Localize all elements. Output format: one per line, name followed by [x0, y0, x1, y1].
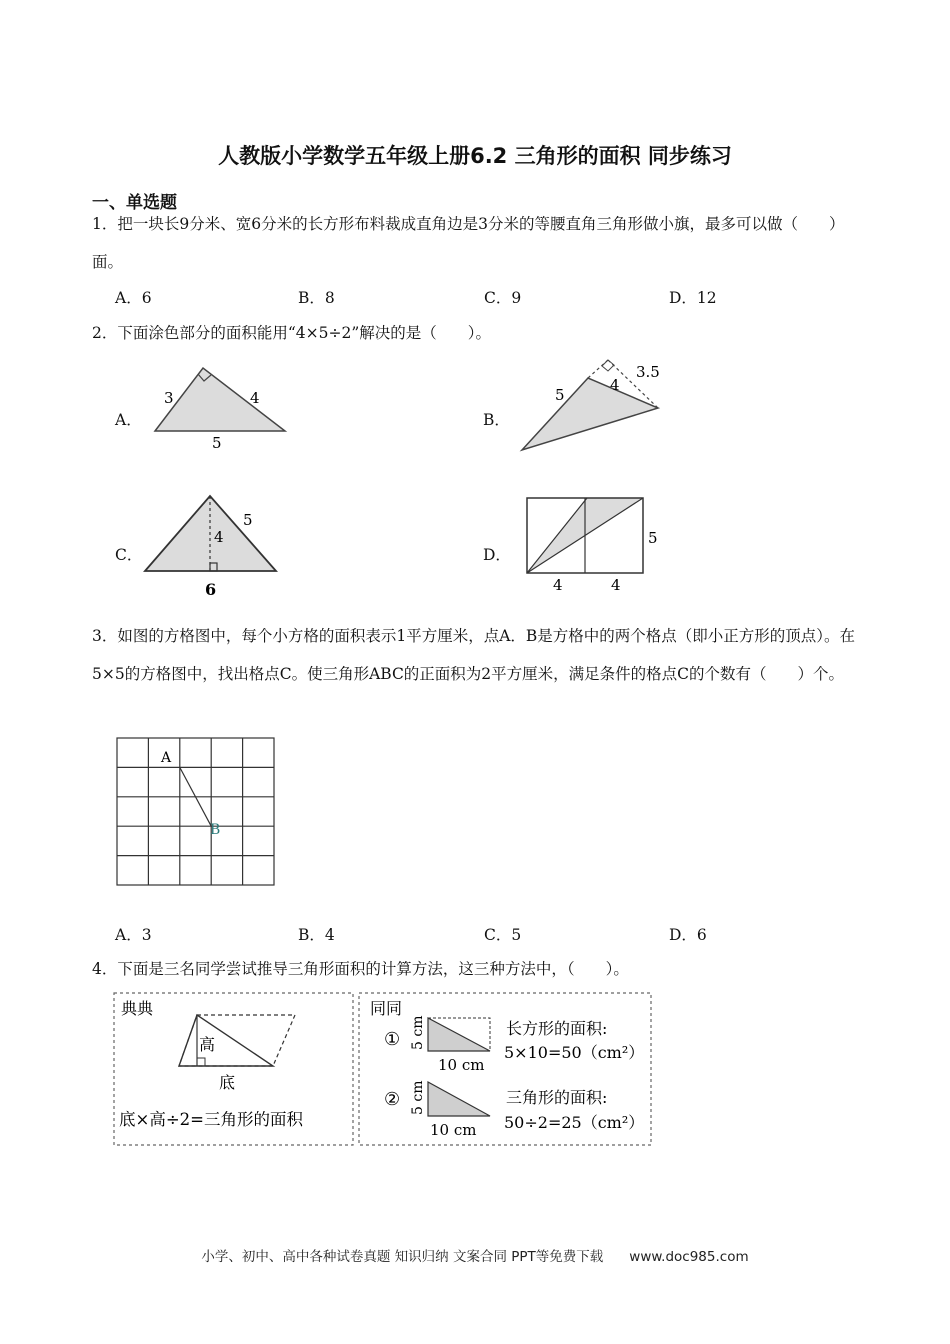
q2-option-d-label: D．: [483, 546, 511, 564]
q1-option-d: D．12: [669, 289, 717, 307]
figd-base-right-4: 4: [611, 576, 621, 594]
figc-height-4: 4: [214, 528, 224, 546]
box2-name: 同同: [370, 999, 403, 1018]
q1-option-c: C．9: [484, 289, 522, 307]
box2-bottom-label-1: 10 cm: [438, 1056, 485, 1074]
q2-figure-c: [140, 488, 290, 603]
q2-figure-b: [510, 350, 680, 460]
box2-side-label-2: 5 cm: [410, 1080, 426, 1115]
point-b-label: B: [210, 822, 221, 838]
q3-option-b: B．4: [298, 926, 335, 944]
figb-side-3-5: 3.5: [636, 363, 660, 381]
q2-figure-d: [515, 490, 675, 595]
footer-text: 小学、初中、高中各种试卷真题 知识归纳 文案合同 PPT等免费下载: [201, 1249, 604, 1265]
page-footer: [0, 1245, 950, 1265]
q2-option-b-label: B．: [483, 411, 510, 429]
box1-base-label: 底: [219, 1073, 236, 1092]
q3-grid-figure: [110, 730, 290, 895]
question-3-text: 3．如图的方格图中，每个小方格的面积表示1平方厘米，点A．B是方格中的两个格点（即小正方形的顶点）。在5×5的方格图中，找出格点C。使三角形ABC的正面积为2平方厘米，满足条件的格点C的个数有（ ）个。: [92, 627, 856, 683]
section-heading: 一、单选题: [92, 193, 177, 213]
figd-side-5: 5: [648, 529, 658, 547]
q3-option-d: D．6: [669, 926, 707, 944]
box2-marker-1: ①: [384, 1029, 401, 1050]
figd-base-left-4: 4: [553, 576, 563, 594]
box2-tri-label: 三角形的面积:: [506, 1088, 608, 1107]
box1-formula: 底×高÷2=三角形的面积: [119, 1110, 303, 1129]
figc-side-5: 5: [243, 511, 253, 529]
question-4-text: 4．下面是三名同学尝试推导三角形面积的计算方法，这三种方法中，（ ）。: [92, 960, 629, 978]
figb-side-5: 5: [555, 386, 565, 404]
question-2-text: 2．下面涂色部分的面积能用“4×5÷2”解决的是（ ）。: [92, 324, 492, 342]
q4-box-tongtong: [358, 992, 654, 1148]
figa-side-5: 5: [212, 434, 222, 452]
question-1-text: 1．把一块长9分米、宽6分米的长方形布料裁成直角边是3分米的等腰直角三角形做小旗，最多可以做（ ）面。: [92, 215, 845, 271]
figc-base-6: 6: [205, 580, 217, 599]
figb-side-4: 4: [610, 376, 620, 394]
box2-tri-formula: 50÷2=25（cm²）: [504, 1113, 645, 1132]
footer-site-link[interactable]: www.doc985.com: [629, 1249, 749, 1265]
page-title: 人教版小学数学五年级上册6.2 三角形的面积 同步练习: [218, 144, 732, 168]
point-a-label: A: [161, 750, 172, 766]
q2-option-a-label: A．: [115, 411, 142, 429]
grid-lines: [117, 738, 274, 885]
box2-bottom-label-2: 10 cm: [430, 1121, 477, 1139]
figa-side-3: 3: [164, 389, 174, 407]
box2-side-label-1: 5 cm: [410, 1015, 426, 1050]
q2-figure-a: [140, 355, 310, 455]
box2-rect-formula: 5×10=50（cm²）: [504, 1043, 645, 1062]
box1-name: 典典: [121, 999, 154, 1018]
box1-height-label: 高: [199, 1035, 216, 1054]
q1-option-b: B．8: [298, 289, 335, 307]
q2-option-c-label: C．: [115, 546, 143, 564]
q4-box-diandian: [113, 992, 355, 1148]
box2-rect-label: 长方形的面积:: [506, 1019, 608, 1038]
figa-side-4: 4: [250, 389, 260, 407]
q3-option-a: A．3: [115, 926, 152, 944]
q1-option-a: A．6: [115, 289, 152, 307]
q3-option-c: C．5: [484, 926, 522, 944]
box2-marker-2: ②: [384, 1089, 401, 1110]
